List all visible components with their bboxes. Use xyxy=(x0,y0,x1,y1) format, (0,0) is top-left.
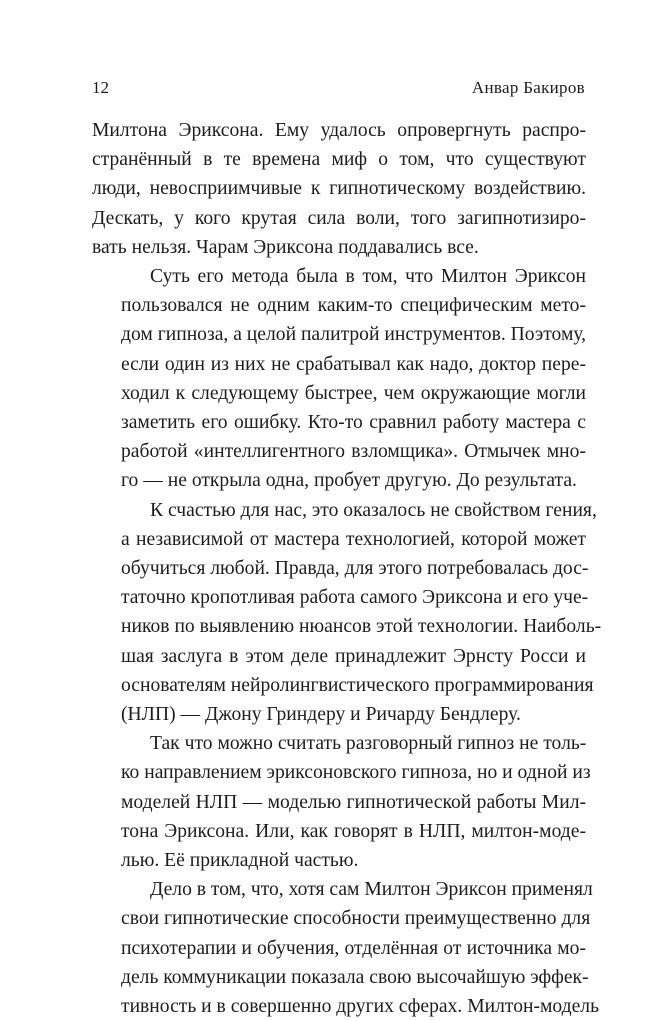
page-number: 12 xyxy=(92,78,109,97)
text-line: Дело в том, что, хотя сам Милтон Эриксон применял xyxy=(150,879,593,901)
text-line: дом гипноза, а целой палитрой инструментов. Поэтому, xyxy=(121,324,587,346)
text-line: а независимой от мастера технологией, которой может xyxy=(121,528,586,550)
text-line: обучиться любой. Правда, для этого потребовалась дос- xyxy=(121,558,589,580)
text-line: психотерапии и обучения, отделённая от источника мо- xyxy=(121,937,586,959)
running-header-author: Анвар Бакиров xyxy=(471,78,585,97)
text-line: тона Эриксона. Или, как говорят в НЛП, милтон-моде- xyxy=(121,820,586,842)
text-line: Дескать, у кого крутая сила воли, того загипнотизиро- xyxy=(92,207,586,229)
paragraph xyxy=(92,116,586,262)
text-line: лью. Её прикладной частью. xyxy=(121,850,359,872)
text-line: если один из них не срабатывал как надо, доктор пере- xyxy=(121,353,586,375)
text-line: тивность и в совершенно других сферах. Милтон-модель xyxy=(121,996,600,1018)
text-line: Милтона Эриксона. Ему удалось опровергнуть распро- xyxy=(92,120,586,141)
text-line: пользовался не одним каким-то специфическим мето- xyxy=(121,295,586,317)
text-line: моделей НЛП — моделью гипнотической работы Мил- xyxy=(121,791,586,813)
text-line: ников по выявлению нюансов этой технологии. Наиболь- xyxy=(121,616,602,638)
body-text xyxy=(92,116,602,1021)
text-line: Так что можно считать разговорный гипноз не толь- xyxy=(150,733,587,755)
text-line: основателям нейролингвистического программирования xyxy=(121,674,594,696)
paragraph xyxy=(92,875,600,1021)
text-line: Суть его метода была в том, что Милтон Эриксон xyxy=(150,266,586,288)
text-line: К счастью для нас, это оказалось не свойством гения, xyxy=(150,499,597,521)
text-line: го — не открыла одна, пробует другую. До результата. xyxy=(121,470,577,492)
text-line: дель коммуникации показала свою высочайшую эффек- xyxy=(121,966,589,988)
running-header xyxy=(92,75,585,101)
text-line: шая заслуга в этом деле принадлежит Эрнсту Росси и xyxy=(121,645,586,667)
paragraph xyxy=(92,262,586,496)
text-line: заметить его ошибку. Кто-то сравнил работу мастера с xyxy=(121,412,586,434)
text-line: работой «интеллигентного взломщика». Отмычек мно- xyxy=(121,441,586,463)
text-line: вать нельзя. Чарам Эриксона поддавались все. xyxy=(92,236,479,258)
text-line: ко направлением эриксоновского гипноза, но и одной из xyxy=(121,762,591,784)
text-line: свои гипнотические способности преимущественно для xyxy=(121,908,591,930)
text-line: ходил к следующему быстрее, чем окружающие могли xyxy=(121,382,586,404)
paragraph xyxy=(92,729,591,875)
paragraph xyxy=(92,496,602,730)
text-line: люди, невосприимчивые к гипнотическому воздействию. xyxy=(92,178,586,200)
text-line: таточно кропотливая работа самого Эриксона и его уче- xyxy=(121,587,589,609)
text-line: (НЛП) — Джону Гриндеру и Ричарду Бендлеру. xyxy=(121,704,521,726)
text-line: странённый в те времена миф о том, что существуют xyxy=(92,149,586,171)
